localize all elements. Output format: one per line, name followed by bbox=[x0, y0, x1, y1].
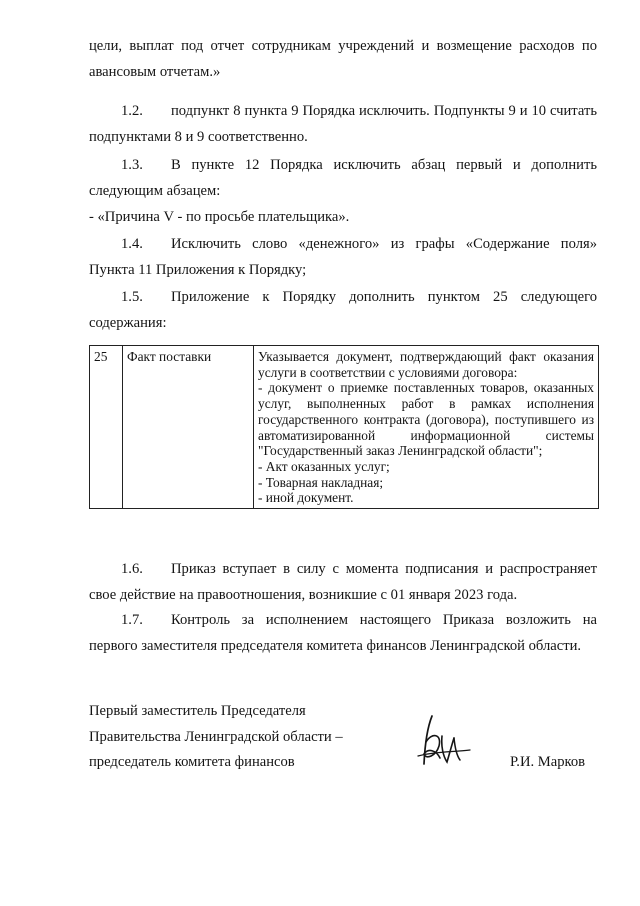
description-line: - документ о приемке поставленных товаров, оказанных услуг, выполненных работ в рамках исполнения государственного контракта (договора), поступившего из автоматизированной информационной системы "Государственный заказ Ленинградской области"; bbox=[258, 380, 594, 459]
signatory-title-line-1: Первый заместитель Председателя bbox=[89, 703, 306, 719]
paragraph-1-6-text: Приказ вступает в силу с момента подписания и распространяет свое действие на правоотношения, возникшие с 01 января 2023 года. bbox=[89, 561, 597, 603]
paragraph-1-4 bbox=[89, 231, 597, 283]
paragraph-1-3-text: В пункте 12 Порядка исключить абзац первый и дополнить следующим абзацем: bbox=[89, 157, 597, 199]
description-line: - Товарная накладная; bbox=[258, 474, 384, 490]
paragraph-1-6-number: 1.6. bbox=[121, 561, 143, 577]
paragraph-1-4-text: Исключить слово «денежного» из графы «Содержание поля» Пункта 11 Приложения к Порядку; bbox=[89, 236, 597, 278]
paragraph-1-7 bbox=[89, 607, 597, 659]
paragraph-1-3-number: 1.3. bbox=[121, 157, 143, 173]
description-line: Указывается документ, подтверждающий факт оказания услуги в соответствии с условиями договора: bbox=[258, 349, 594, 380]
paragraph-1-3 bbox=[89, 152, 597, 204]
intro-continuation-paragraph: цели, выплат под отчет сотрудникам учреждений и возмещение расходов по авансовым отчетам.» bbox=[89, 38, 597, 80]
paragraph-1-7-number: 1.7. bbox=[121, 612, 143, 628]
table-row bbox=[90, 346, 599, 509]
signatory-title-line-2: Правительства Ленинградской области – bbox=[89, 729, 343, 745]
paragraph-1-3-quote: - «Причина V - по просьбе плательщика». bbox=[89, 209, 350, 225]
description-line: - иной документ. bbox=[258, 490, 354, 506]
row-field-cell: Факт поставки bbox=[123, 346, 254, 509]
paragraph-1-7-text: Контроль за исполнением настоящего Приказа возложить на первого заместителя председателя комитета финансов Ленинградской области. bbox=[89, 612, 597, 654]
paragraph-1-6 bbox=[89, 556, 597, 608]
handwritten-signature bbox=[412, 712, 478, 770]
appendix-insert-table bbox=[89, 345, 599, 509]
paragraph-1-4-number: 1.4. bbox=[121, 236, 143, 252]
signer-name: Р.И. Марков bbox=[510, 754, 586, 770]
paragraph-1-5-number: 1.5. bbox=[121, 289, 143, 305]
description-line: - Акт оказанных услуг; bbox=[258, 458, 390, 474]
paragraph-1-2-text: подпункт 8 пункта 9 Порядка исключить. Подпункты 9 и 10 считать подпунктами 8 и 9 соответственно. bbox=[89, 103, 597, 145]
paragraph-1-2-number: 1.2. bbox=[121, 103, 143, 119]
paragraph-1-2 bbox=[89, 98, 597, 150]
paragraph-1-5 bbox=[89, 284, 597, 336]
row-number-cell: 25 bbox=[90, 346, 123, 509]
row-description-cell bbox=[254, 346, 599, 509]
paragraph-1-5-text: Приложение к Порядку дополнить пунктом 25 следующего содержания: bbox=[89, 289, 597, 331]
signatory-title-line-3: председатель комитета финансов bbox=[89, 754, 295, 770]
